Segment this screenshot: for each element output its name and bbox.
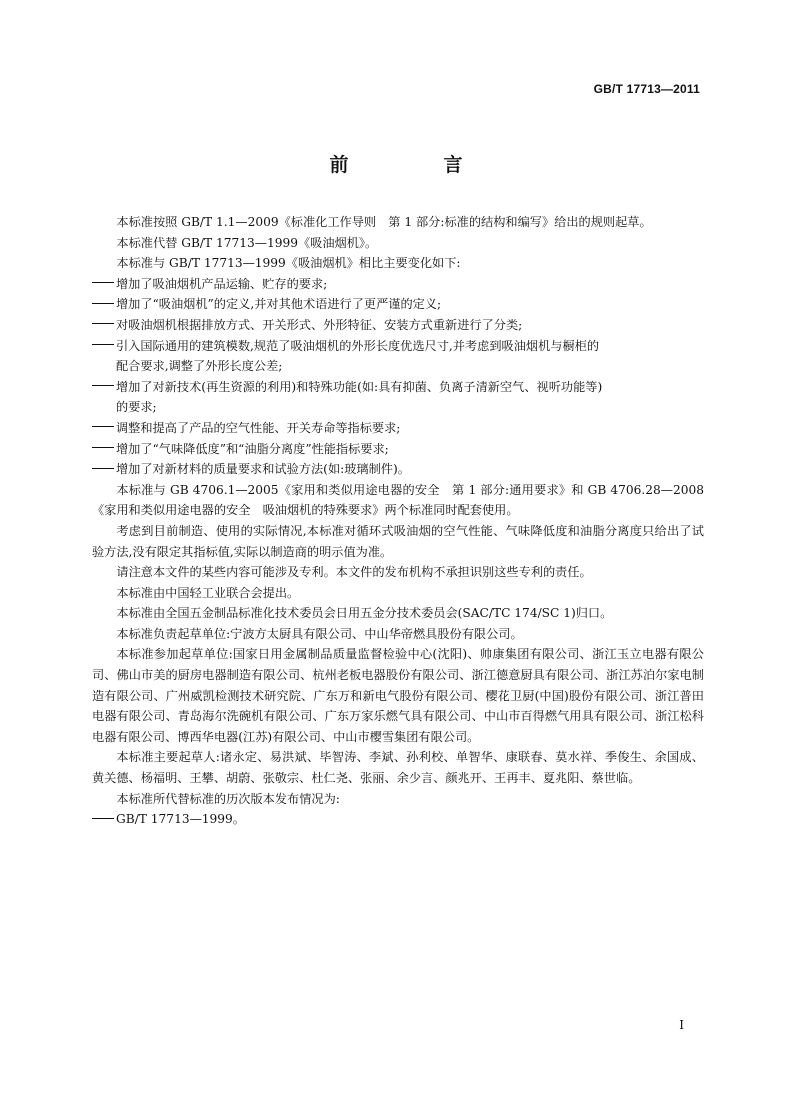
paragraph: 请注意本文件的某些内容可能涉及专利。本文件的发布机构不承担识别这些专利的责任。: [116, 565, 592, 580]
paragraph: 本标准与 GB 4706.1—2005《家用和类似用途电器的安全 第 1 部分:通用要求》和 GB 4706.28—2008《家用和类似用途电器的安全 吸油烟机的特殊要求》两个标准同时配套使用。: [92, 482, 704, 518]
page-number: I: [679, 1018, 684, 1032]
change-item: [92, 294, 704, 315]
change-text: 引入国际通用的建筑模数,规范了吸油烟机的外形长度优选尺寸,并考虑到吸油烟机与橱柜的: [116, 338, 600, 353]
dash-marker: [92, 439, 116, 460]
dash-marker: [92, 294, 116, 315]
change-text: 增加了吸油烟机产品运输、贮存的要求;: [116, 276, 328, 291]
paragraph: 考虑到目前制造、使用的实际情况,本标准对循环式吸油烟的空气性能、气味降低度和油脂分离度只给出了试验方法,没有限定其指标值,实际以制造商的明示值为准。: [92, 523, 704, 559]
change-item: [92, 459, 704, 480]
paragraph: 本标准按照 GB/T 1.1—2009《标准化工作导则 第 1 部分:标准的结构和编写》给出的规则起草。: [116, 215, 652, 229]
change-item: [92, 439, 704, 460]
dash-marker: [92, 274, 116, 295]
dash-marker: [92, 459, 116, 480]
page-title: 前 言: [329, 154, 501, 176]
dash-marker: [92, 336, 116, 357]
change-text: 增加了“吸油烟机”的定义,并对其他术语进行了更严谨的定义;: [116, 297, 442, 312]
change-text: 增加了对新材料的质量要求和试验方法(如:玻璃制件)。: [116, 462, 410, 477]
change-item: [92, 377, 704, 418]
dash-marker: [92, 377, 116, 398]
dash-marker: [92, 418, 116, 439]
paragraph: 本标准由全国五金制品标准化技术委员会日用五金分技术委员会(SAC/TC 174/SC 1)归口。: [116, 606, 613, 621]
change-text-continued: 配合要求,调整了外形长度公差;: [116, 359, 283, 374]
paragraph: 本标准由中国轻工业联合会提出。: [116, 585, 300, 600]
paragraph: 本标准与 GB/T 17713—1999《吸油烟机》相比主要变化如下:: [116, 256, 461, 271]
paragraph: 本标准参加起草单位:国家日用金属制品质量监督检验中心(沈阳)、帅康集团有限公司、浙江玉立电器有限公司、佛山市美的厨房电器制造有限公司、杭州老板电器股份有限公司、浙江德意厨具有限公司、浙江苏泊尔家电制造有限公司、广州威凯检测技术研究院、广东万和新电气股份有限公司、樱花卫厨(中国)股份有限公司、浙江普田电器有限公司、青岛海尔洗碗机有限公司、广东万家乐燃气具有限公司、中山市百得燃气用具有限公司、浙江松科电器有限公司、博西华电器(江苏)有限公司、中山市樱雪集团有限公司。: [92, 647, 704, 744]
paragraph: 本标准负责起草单位:宁波方太厨具有限公司、中山华帝燃具股份有限公司。: [116, 626, 523, 641]
paragraph: 本标准代替 GB/T 17713—1999《吸油烟机》。: [116, 235, 378, 250]
change-text: 对吸油烟机根据排放方式、开关形式、外形特征、安装方式重新进行了分类;: [116, 317, 523, 332]
paragraph: 本标准主要起草人:诸永定、易洪斌、毕智涛、李斌、孙利校、单智华、康联春、莫水祥、季俊生、余国成、黄关德、杨福明、王攀、胡蔚、张敬宗、杜仁尧、张丽、余少言、颜兆开、王再丰、夏兆阳、蔡世临。: [92, 750, 704, 786]
dash-marker: [92, 809, 116, 830]
change-text: 增加了“气味降低度”和“油脂分离度”性能指标要求;: [116, 441, 389, 456]
change-item: [92, 418, 704, 439]
change-text-continued: 的要求;: [116, 400, 157, 415]
change-item: [92, 274, 704, 295]
change-item: [92, 315, 704, 336]
history-item: [92, 809, 704, 830]
change-text: 调整和提高了产品的空气性能、开关寿命等指标要求;: [116, 420, 401, 435]
change-text: 增加了对新技术(再生资源的利用)和特殊功能(如:具有抑菌、负离子清新空气、视听功能等): [116, 379, 603, 394]
change-item: [92, 336, 704, 377]
history-text: GB/T 17713—1999。: [116, 812, 245, 827]
foreword-body: [92, 212, 704, 830]
standard-code: GB/T 17713—2011: [593, 82, 700, 96]
paragraph: 本标准所代替标准的历次版本发布情况为:: [116, 791, 340, 806]
dash-marker: [92, 315, 116, 336]
